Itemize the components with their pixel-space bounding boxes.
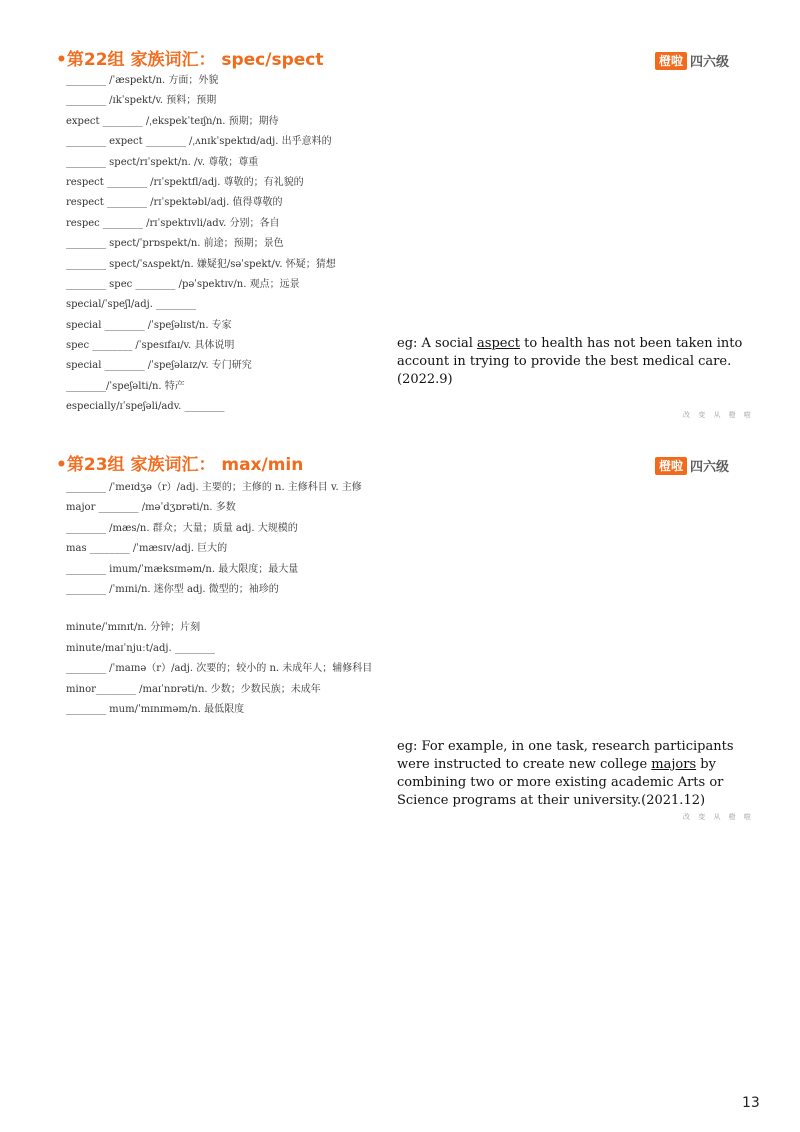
example-keyword: aspect bbox=[477, 336, 520, 351]
vocab-entry: minute/ˈmɪnɪt/n. 分钟；片刻 bbox=[66, 622, 201, 634]
vocab-entry: respect ________ /rɪˈspektəbl/adj. 值得尊敬的 bbox=[66, 197, 283, 209]
brand-logo: 橙啦 bbox=[655, 457, 687, 475]
vocab-entry: ________ /ɪkˈspekt/v. 预料；预期 bbox=[66, 95, 217, 107]
example-text-after: to health has not been taken into account in trying to provide the best medical care. (2022.9) bbox=[397, 336, 743, 387]
example-text-after: by combining two or more existing academic Arts or Science programs at their university.(2021.12) bbox=[397, 757, 724, 808]
vocab-entry: special/ˈspeʃl/adj. ________ bbox=[66, 299, 197, 311]
vocab-entry: expect ________ /ˌekspekˈteɪʃn/n. 预期；期待 bbox=[66, 115, 279, 127]
brand-logo: 橙啦 bbox=[655, 52, 687, 70]
vocab-entry: ________ expect ________ /ˌʌnɪkˈspektɪd/adj. 出乎意料的 bbox=[66, 136, 332, 148]
vocab-entry: ________ spec ________ /pəˈspektɪv/n. 观点；远景 bbox=[66, 278, 300, 290]
footer-stamp: 改 变 从 橙 啦 bbox=[683, 813, 754, 821]
section-title: •第22组 家族词汇： spec/spect bbox=[56, 50, 324, 70]
vocab-entry: special ________ /ˈspeʃəlaɪz/v. 专门研究 bbox=[66, 360, 252, 372]
example-keyword: majors bbox=[651, 757, 697, 772]
vocab-entry: ________ spect/ˈprɒspekt/n. 前途；预期；景色 bbox=[66, 238, 284, 250]
vocab-entry: minute/maɪˈnjuːt/adj. ________ bbox=[66, 642, 215, 654]
vocab-entry: ________ /ˈæspekt/n. 方面；外貌 bbox=[66, 75, 219, 86]
section-22 bbox=[0, 45, 800, 425]
vocab-entry: minor________ /maɪˈnɒrəti/n. 少数；少数民族；未成年 bbox=[66, 683, 321, 695]
vocab-entry: mas ________ /ˈmæsɪv/adj. 巨大的 bbox=[66, 543, 228, 555]
vocab-list bbox=[66, 478, 396, 720]
vocab-entry: respec ________ /rɪˈspektɪvli/adv. 分别；各自 bbox=[66, 217, 280, 229]
brand-badge bbox=[655, 51, 729, 70]
example-sentence bbox=[397, 738, 747, 810]
brand-badge bbox=[655, 456, 729, 475]
vocab-entry: major ________ /məˈdʒɒrəti/n. 多数 bbox=[66, 502, 236, 514]
vocab-entry: respect ________ /rɪˈspektfl/adj. 尊敬的；有礼貌的 bbox=[66, 176, 304, 188]
vocab-entry: ________ mum/ˈmɪnɪməm/n. 最低限度 bbox=[66, 703, 245, 715]
example-text-before: eg: A social bbox=[397, 336, 478, 351]
vocab-entry: ________ /ˈmɪni/n. 迷你型 adj. 微型的；袖珍的 bbox=[66, 583, 279, 595]
vocab-entry: ________/ˈspeʃəlti/n. 特产 bbox=[66, 380, 185, 392]
vocab-entry: spec ________ /ˈspesɪfaɪ/v. 具体说明 bbox=[66, 340, 235, 352]
vocab-entry: especially/ɪˈspeʃəli/adv. ________ bbox=[66, 401, 225, 413]
example-sentence bbox=[397, 335, 747, 389]
page-number: 13 bbox=[742, 1095, 760, 1111]
vocab-entry: ________ imum/ˈmæksɪməm/n. 最大限度；最大量 bbox=[66, 563, 299, 575]
brand-label: 四六级 bbox=[690, 55, 730, 70]
vocab-entry: ________ /ˈmeɪdʒə（r）/adj. 主要的；主修的 n. 主修科目 v. 主修 bbox=[66, 482, 362, 493]
vocab-entry: ________ /ˈmaɪnə（r）/adj. 次要的；较小的 n. 未成年人；辅修科目 bbox=[66, 663, 373, 675]
section-23 bbox=[0, 450, 800, 830]
vocab-entry: ________ spect/rɪˈspekt/n. /v. 尊敬；尊重 bbox=[66, 156, 259, 168]
vocab-list bbox=[66, 71, 396, 418]
example-text-before: eg: For example, in one task, research participants were instructed to create new college bbox=[397, 739, 734, 772]
vocab-entry: special ________ /ˈspeʃəlɪst/n. 专家 bbox=[66, 319, 232, 331]
vocab-entry: ________ spect/ˈsʌspekt/n. 嫌疑犯/səˈspekt/v. 怀疑；猜想 bbox=[66, 258, 336, 270]
section-title: •第23组 家族词汇： max/min bbox=[56, 455, 304, 475]
brand-label: 四六级 bbox=[690, 460, 730, 475]
footer-stamp: 改 变 从 橙 啦 bbox=[683, 411, 754, 419]
vocab-entry: ________ /mæs/n. 群众；大量；质量 adj. 大规模的 bbox=[66, 522, 298, 534]
